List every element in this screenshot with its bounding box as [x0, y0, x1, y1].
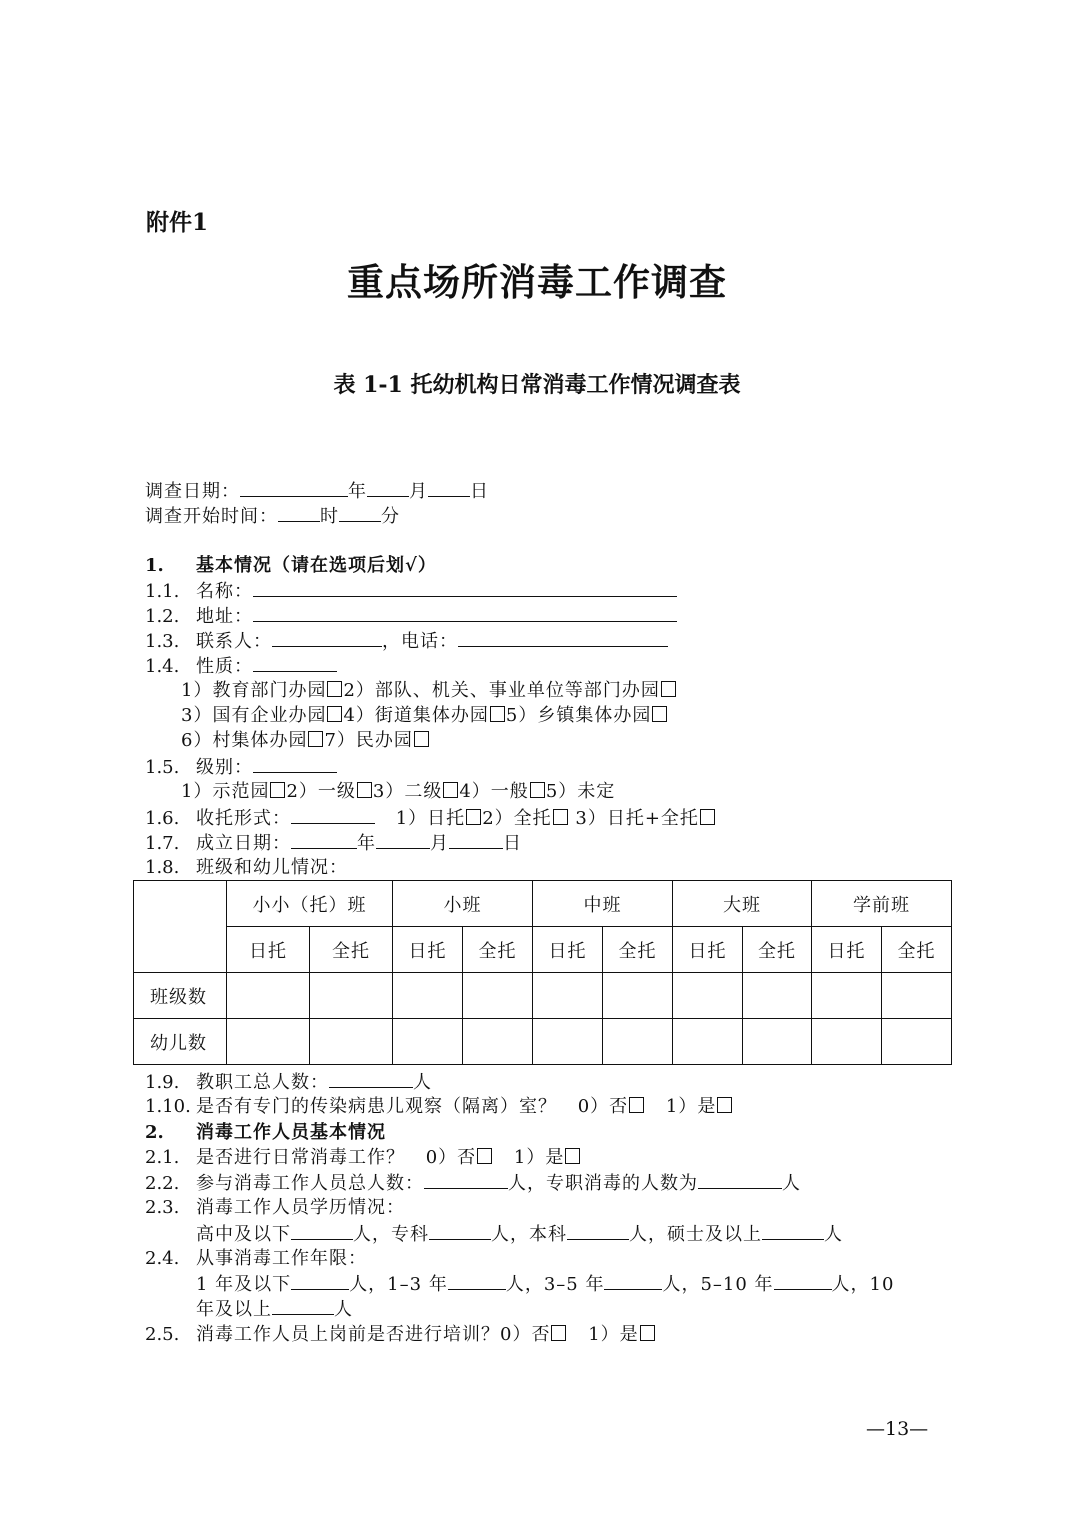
level-field[interactable]	[253, 755, 337, 773]
input-cell[interactable]	[673, 1019, 743, 1065]
sub-header: 日托	[812, 927, 882, 973]
item-1-8: 1.8. 班级和幼儿情况：	[145, 857, 348, 878]
founded-month-field[interactable]	[376, 831, 430, 849]
years-line-2: 年及以上 人	[196, 1299, 353, 1320]
input-cell[interactable]	[533, 973, 603, 1019]
sub-header: 全托	[463, 927, 533, 973]
checkbox[interactable]	[327, 706, 342, 722]
sub-header: 日托	[227, 927, 310, 973]
sub-header: 全托	[310, 927, 393, 973]
table-row	[134, 973, 952, 1019]
full-time-staff-field[interactable]	[698, 1171, 782, 1189]
survey-minute-field[interactable]	[339, 504, 381, 522]
item-1-3: 1.3. 联系人： ，电话：	[145, 629, 668, 654]
education-line: 高中及以下 人，专科 人，本科 人，硕士及以上 人	[196, 1224, 843, 1245]
checkbox[interactable]	[661, 681, 676, 697]
count-field[interactable]	[429, 1222, 491, 1240]
checkbox[interactable]	[270, 782, 285, 798]
checkbox[interactable]	[327, 681, 342, 697]
checkbox[interactable]	[640, 1325, 655, 1341]
count-field[interactable]	[762, 1222, 824, 1240]
input-cell[interactable]	[310, 1019, 393, 1065]
survey-hour-field[interactable]	[278, 504, 320, 522]
nature-options-row-3: 6）村集体办园 7）民办园	[181, 729, 430, 753]
input-cell[interactable]	[463, 1019, 533, 1065]
count-field[interactable]	[291, 1222, 353, 1240]
checkbox[interactable]	[565, 1148, 580, 1164]
sub-header: 全托	[603, 927, 673, 973]
input-cell[interactable]	[603, 973, 673, 1019]
table-title: 表 1-1 托幼机构日常消毒工作情况调查表	[333, 372, 741, 398]
staff-count-field[interactable]	[329, 1070, 413, 1088]
survey-day-field[interactable]	[428, 479, 470, 497]
count-field[interactable]	[291, 1272, 349, 1290]
count-field[interactable]	[272, 1297, 334, 1315]
item-1-9: 1.9. 教职工总人数： 人	[145, 1072, 432, 1093]
group-header: 大班	[673, 881, 812, 927]
sub-header: 日托	[673, 927, 743, 973]
survey-date-line: 调查日期： 年 月 日	[145, 481, 489, 502]
nature-field[interactable]	[253, 654, 337, 672]
item-2-5: 2.5. 消毒工作人员上岗前是否进行培训？0）否 1）是	[145, 1323, 656, 1347]
input-cell[interactable]	[393, 1019, 463, 1065]
level-options: 1）示范园 2）一级 3）二级 4）一般 5）未定	[181, 781, 616, 802]
item-1-1: 1.1. 名称：	[145, 579, 677, 604]
checkbox[interactable]	[629, 1097, 644, 1113]
group-header: 中班	[533, 881, 673, 927]
checkbox[interactable]	[530, 782, 545, 798]
count-field[interactable]	[774, 1272, 832, 1290]
input-cell[interactable]	[812, 1019, 882, 1065]
survey-year-field[interactable]	[240, 479, 348, 497]
item-1-5: 1.5. 级别：	[145, 755, 337, 780]
item-1-4: 1.4. 性质：	[145, 654, 337, 679]
input-cell[interactable]	[603, 1019, 673, 1065]
name-field[interactable]	[253, 579, 677, 597]
checkbox[interactable]	[466, 809, 481, 825]
input-cell[interactable]	[882, 1019, 952, 1065]
care-type-field[interactable]	[291, 806, 375, 824]
checkbox[interactable]	[414, 731, 429, 747]
survey-month-field[interactable]	[367, 479, 409, 497]
founded-year-field[interactable]	[291, 831, 357, 849]
input-cell[interactable]	[463, 973, 533, 1019]
checkbox[interactable]	[308, 731, 323, 747]
count-field[interactable]	[567, 1222, 629, 1240]
disinfect-staff-field[interactable]	[424, 1171, 508, 1189]
nature-options-row-2: 3）国有企业办园 4）街道集体办园 5）乡镇集体办园	[181, 704, 668, 728]
group-header: 小班	[393, 881, 533, 927]
checkbox[interactable]	[652, 706, 667, 722]
attachment-label: 附件1	[146, 209, 209, 236]
corner-cell	[134, 881, 227, 973]
input-cell[interactable]	[393, 973, 463, 1019]
sub-header: 全托	[882, 927, 952, 973]
page-number: —13—	[866, 1418, 929, 1440]
row-label-children: 幼儿数	[134, 1019, 227, 1065]
sub-header: 日托	[533, 927, 603, 973]
item-2-3: 2.3. 消毒工作人员学历情况：	[145, 1197, 405, 1218]
input-cell[interactable]	[882, 973, 952, 1019]
input-cell[interactable]	[743, 973, 812, 1019]
item-1-10: 1.10. 是否有专门的传染病患儿观察（隔离）室？ 0）否 1）是	[145, 1095, 733, 1119]
checkbox[interactable]	[717, 1097, 732, 1113]
address-field[interactable]	[253, 604, 677, 622]
item-2-4: 2.4. 从事消毒工作年限：	[145, 1248, 367, 1269]
phone-field[interactable]	[458, 629, 668, 647]
input-cell[interactable]	[227, 973, 310, 1019]
checkbox[interactable]	[551, 1325, 566, 1341]
input-cell[interactable]	[812, 973, 882, 1019]
sub-header: 全托	[743, 927, 812, 973]
checkbox[interactable]	[490, 706, 505, 722]
table-row	[134, 1019, 952, 1065]
group-header: 小小（托）班	[227, 881, 393, 927]
page-title: 重点场所消毒工作调查	[347, 260, 727, 304]
sub-header: 日托	[393, 927, 463, 973]
class-table	[133, 880, 952, 1065]
count-field[interactable]	[604, 1272, 662, 1290]
founded-day-field[interactable]	[449, 831, 503, 849]
survey-start-line: 调查开始时间： 时 分	[145, 506, 400, 527]
input-cell[interactable]	[310, 973, 393, 1019]
group-header: 学前班	[812, 881, 952, 927]
item-1-6: 1.6. 收托形式： 1）日托 2）全托 3）日托+全托	[145, 806, 716, 831]
years-line-1: 1 年及以下 人，1–3 年 人，3–5 年 人，5–10 年 人，10	[196, 1274, 895, 1295]
nature-options-row-1: 1）教育部门办园 2）部队、机关、事业单位等部门办园	[181, 679, 677, 703]
checkbox[interactable]	[477, 1148, 492, 1164]
item-1-2: 1.2. 地址：	[145, 604, 677, 629]
input-cell[interactable]	[533, 1019, 603, 1065]
section-1-heading: 1. 基本情况（请在选项后划√）	[145, 555, 437, 576]
item-2-1: 2.1. 是否进行日常消毒工作？ 0）否 1）是	[145, 1146, 581, 1170]
count-field[interactable]	[448, 1272, 506, 1290]
item-1-7: 1.7. 成立日期： 年 月 日	[145, 833, 522, 854]
input-cell[interactable]	[673, 973, 743, 1019]
item-2-2: 2.2. 参与消毒工作人员总人数： 人，专职消毒的人数为 人	[145, 1173, 801, 1194]
checkbox[interactable]	[443, 782, 458, 798]
checkbox[interactable]	[553, 809, 568, 825]
input-cell[interactable]	[227, 1019, 310, 1065]
checkbox[interactable]	[357, 782, 372, 798]
checkbox[interactable]	[700, 809, 715, 825]
section-2-heading: 2. 消毒工作人员基本情况	[145, 1122, 386, 1143]
contact-field[interactable]	[272, 629, 382, 647]
input-cell[interactable]	[743, 1019, 812, 1065]
row-label-classes: 班级数	[134, 973, 227, 1019]
